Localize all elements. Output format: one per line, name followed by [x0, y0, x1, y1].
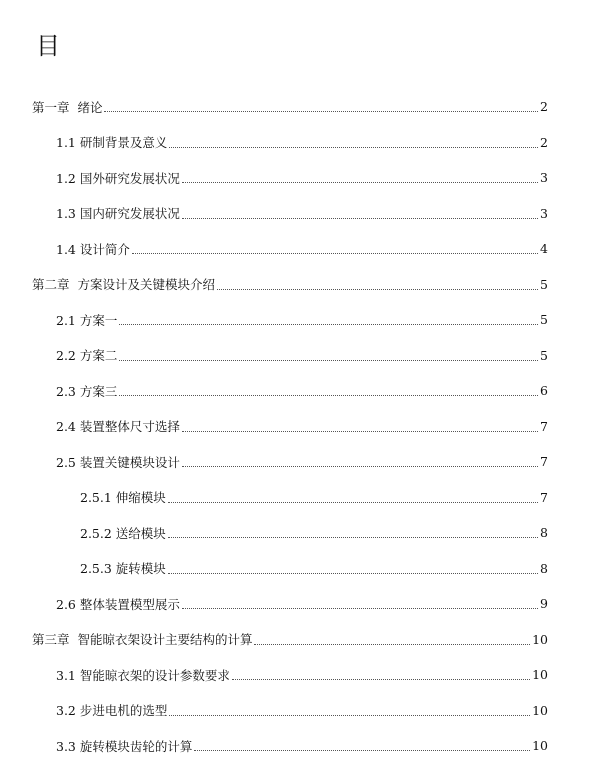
toc-entry-title: 1.2 国外研究发展状况	[56, 170, 180, 186]
toc-entry[interactable]	[0, 125, 590, 161]
toc-entry-page: 4	[540, 241, 548, 257]
toc-entry[interactable]	[0, 728, 590, 764]
dot-leader	[119, 323, 538, 325]
toc-entry[interactable]	[0, 338, 590, 374]
toc-entry-title: 第三章 智能晾衣架设计主要结构的计算	[32, 632, 253, 648]
toc-entry[interactable]	[0, 622, 590, 658]
toc-entry-page: 10	[532, 702, 548, 718]
toc-entry-page: 10	[532, 667, 548, 683]
toc-entry-title: 2.5.3 旋转模块	[80, 561, 166, 577]
toc-entry[interactable]	[0, 657, 590, 693]
toc-entry-page: 2	[540, 99, 548, 115]
dot-leader	[168, 501, 538, 503]
toc-entry-page: 7	[540, 418, 548, 434]
toc-entry-page: 5	[540, 276, 548, 292]
toc-entry-title: 2.4 装置整体尺寸选择	[56, 419, 180, 435]
toc-entry[interactable]	[0, 409, 590, 445]
toc-entry[interactable]	[0, 373, 590, 409]
toc-heading: 目	[36, 32, 60, 60]
dot-leader	[182, 607, 538, 609]
toc-entry[interactable]	[0, 160, 590, 196]
toc-entry-title: 2.1 方案一	[56, 312, 118, 328]
toc-entry-page: 10	[532, 631, 548, 647]
toc-entry-page: 7	[540, 454, 548, 470]
toc-entry[interactable]	[0, 586, 590, 622]
toc-entry-title: 2.5.1 伸缩模块	[80, 490, 166, 506]
toc-entry[interactable]	[0, 444, 590, 480]
toc-entry-title: 2.2 方案二	[56, 348, 118, 364]
dot-leader	[132, 252, 538, 254]
toc-entry[interactable]	[0, 693, 590, 729]
toc-entry-page: 9	[540, 596, 548, 612]
toc-entry-title: 3.3 旋转模块齿轮的计算	[56, 738, 193, 754]
toc-entry-page: 3	[540, 205, 548, 221]
toc-entry-title: 3.1 智能晾衣架的设计参数要求	[56, 667, 230, 683]
dot-leader	[119, 394, 538, 396]
toc-entry[interactable]	[0, 231, 590, 267]
dot-leader	[169, 714, 530, 716]
dot-leader	[169, 146, 538, 148]
toc-entry-title: 2.5.2 送给模块	[80, 525, 166, 541]
toc-entry-page: 2	[540, 134, 548, 150]
toc-entry[interactable]	[0, 302, 590, 338]
toc-entry-page: 7	[540, 489, 548, 505]
dot-leader	[119, 359, 538, 361]
dot-leader	[182, 181, 538, 183]
toc-entry-page: 3	[540, 170, 548, 186]
toc-entry-title: 2.5 装置关键模块设计	[56, 454, 180, 470]
toc-entry-title: 1.1 研制背景及意义	[56, 135, 168, 151]
toc-entry-page: 5	[540, 347, 548, 363]
toc-entry-title: 1.3 国内研究发展状况	[56, 206, 180, 222]
toc-entry-page: 8	[540, 560, 548, 576]
toc-entry[interactable]	[0, 267, 590, 303]
toc-entry[interactable]	[0, 515, 590, 551]
dot-leader	[168, 536, 538, 538]
dot-leader	[217, 288, 538, 290]
toc-entry[interactable]	[0, 196, 590, 232]
toc-entry-title: 2.3 方案三	[56, 383, 118, 399]
toc-entry-title: 第一章 绪论	[32, 99, 103, 115]
toc-entry-title: 1.4 设计简介	[56, 241, 130, 257]
toc-list	[0, 89, 590, 764]
toc-entry[interactable]	[0, 551, 590, 587]
toc-entry-title: 2.6 整体装置模型展示	[56, 596, 180, 612]
toc-entry-page: 6	[540, 383, 548, 399]
dot-leader	[232, 678, 530, 680]
dot-leader	[104, 110, 538, 112]
dot-leader	[254, 643, 530, 645]
toc-entry[interactable]	[0, 89, 590, 125]
dot-leader	[182, 217, 538, 219]
dot-leader	[168, 572, 538, 574]
toc-entry-title: 3.2 步进电机的选型	[56, 703, 168, 719]
toc-entry[interactable]	[0, 480, 590, 516]
dot-leader	[182, 465, 538, 467]
dot-leader	[194, 749, 530, 751]
toc-entry-page: 10	[532, 738, 548, 754]
toc-entry-title: 第二章 方案设计及关键模块介绍	[32, 277, 215, 293]
toc-entry-page: 8	[540, 525, 548, 541]
dot-leader	[182, 430, 538, 432]
toc-entry-page: 5	[540, 312, 548, 328]
